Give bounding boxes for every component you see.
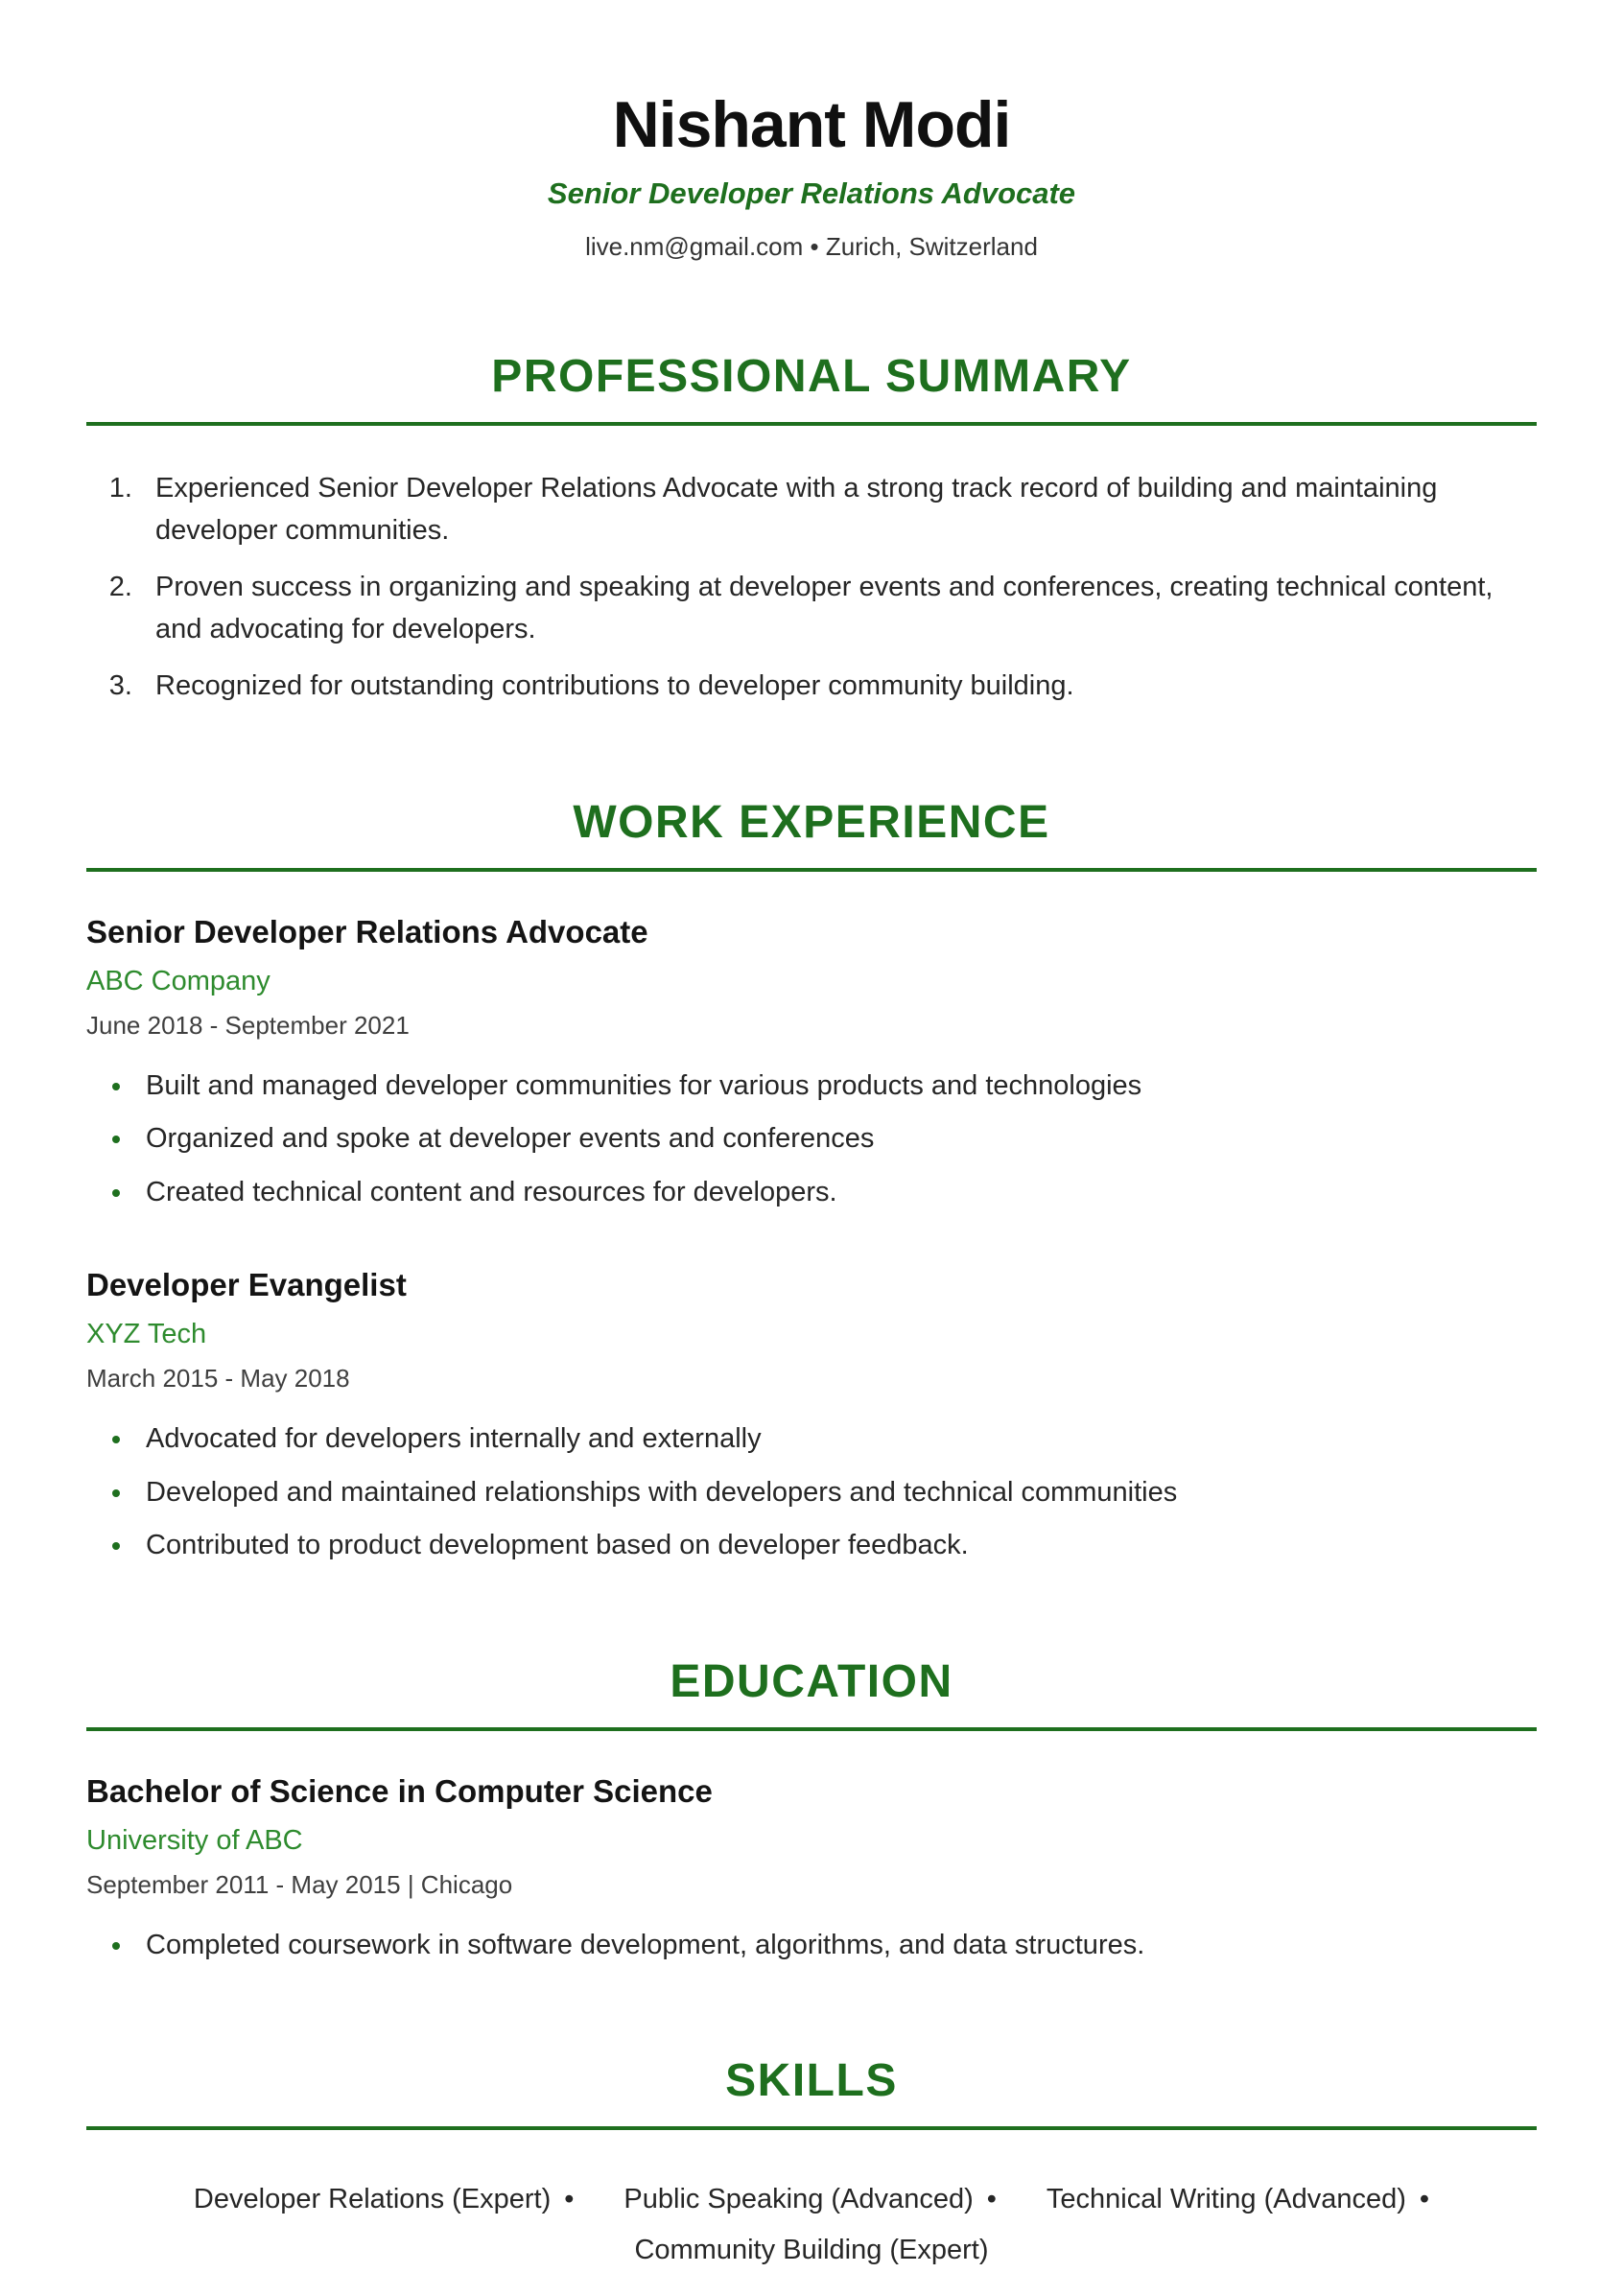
summary-item: 1. Experienced Senior Developer Relations Advocate with a strong track record of building and maintaining developer communities. bbox=[140, 468, 1537, 551]
skills-list bbox=[86, 2184, 1537, 2266]
section-divider bbox=[86, 1727, 1537, 1731]
summary-heading: PROFESSIONAL SUMMARY bbox=[491, 351, 1132, 402]
candidate-name: Nishant Modi bbox=[612, 88, 1011, 161]
contact-line: live.nm@gmail.com • Zurich, Switzerland bbox=[585, 232, 1038, 261]
summary-item: 3. Recognized for outstanding contributions to developer community building. bbox=[140, 666, 1537, 708]
job-bullet: • Advocated for developers internally and externally bbox=[134, 1418, 1537, 1461]
section-experience bbox=[86, 796, 1537, 1567]
experience-heading: WORK EXPERIENCE bbox=[573, 796, 1050, 848]
skill-item: Technical Writing (Advanced) • bbox=[1047, 2184, 1429, 2215]
skills-row bbox=[86, 2235, 1537, 2266]
company-name: XYZ Tech bbox=[86, 1319, 207, 1349]
skills-row bbox=[86, 2184, 1537, 2215]
school-name: University of ABC bbox=[86, 1824, 303, 1856]
company-name: ABC Company bbox=[86, 965, 270, 996]
date-range: March 2015 - May 2018 bbox=[86, 1364, 350, 1393]
job-title: Senior Developer Relations Advocate bbox=[86, 913, 648, 949]
section-divider bbox=[86, 868, 1537, 872]
resume-header bbox=[86, 88, 1537, 262]
section-summary bbox=[86, 350, 1537, 708]
job-title: Developer Evangelist bbox=[86, 1267, 407, 1302]
date-range: June 2018 - September 2021 bbox=[86, 1010, 410, 1040]
date-range: September 2011 - May 2015 | Chicago bbox=[86, 1869, 513, 1899]
education-entry bbox=[86, 1773, 1537, 1967]
job-bullet: • Contributed to product development based on developer feedback. bbox=[134, 1525, 1537, 1567]
candidate-title: Senior Developer Relations Advocate bbox=[547, 176, 1076, 210]
skills-heading: SKILLS bbox=[725, 2055, 898, 2106]
summary-item: 2. Proven success in organizing and speaking at developer events and conferences, creating technical content, and advocating for developers. bbox=[140, 567, 1537, 650]
job-entry bbox=[86, 914, 1537, 1214]
experience-body bbox=[86, 914, 1537, 1567]
section-skills bbox=[86, 2054, 1537, 2266]
job-bullet-list bbox=[86, 1066, 1537, 1214]
skill-item: Public Speaking (Advanced) • bbox=[623, 2184, 996, 2215]
job-bullet: • Created technical content and resources for developers. bbox=[134, 1172, 1537, 1214]
job-bullet: • Organized and spoke at developer events and conferences bbox=[134, 1118, 1537, 1160]
job-bullet-list bbox=[86, 1418, 1537, 1567]
skill-item: Developer Relations (Expert) • bbox=[194, 2184, 574, 2215]
summary-list bbox=[86, 468, 1537, 708]
summary-body bbox=[86, 468, 1537, 708]
job-bullet: • Built and managed developer communities for various products and technologies bbox=[134, 1066, 1537, 1108]
education-heading: EDUCATION bbox=[670, 1655, 953, 1707]
degree-title: Bachelor of Science in Computer Science bbox=[86, 1772, 713, 1809]
education-body bbox=[86, 1773, 1537, 1967]
education-bullet: • Completed coursework in software development, algorithms, and data structures. bbox=[134, 1925, 1537, 1967]
section-divider bbox=[86, 422, 1537, 426]
job-bullet: • Developed and maintained relationships with developers and technical communities bbox=[134, 1472, 1537, 1514]
job-entry bbox=[86, 1267, 1537, 1567]
education-bullet-list bbox=[86, 1925, 1537, 1967]
section-divider bbox=[86, 2126, 1537, 2130]
section-education bbox=[86, 1655, 1537, 1967]
skill-item: Community Building (Expert) bbox=[634, 2235, 989, 2265]
